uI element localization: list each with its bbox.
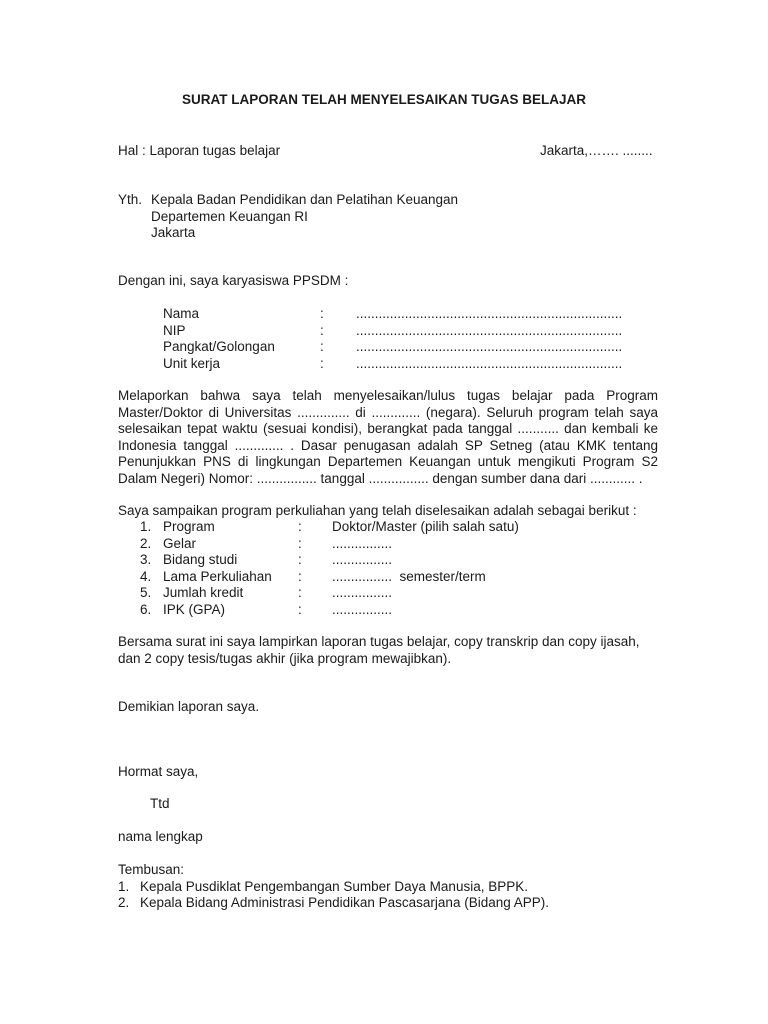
recipient-line: Jakarta [151, 225, 196, 240]
field-separator: : [320, 306, 324, 321]
identity-field-row [0, 356, 768, 373]
cc-item-number: 2. [118, 895, 130, 910]
signer-name: nama lengkap [118, 829, 203, 844]
cc-item [0, 895, 768, 912]
recipient-line: Kepala Badan Pendidikan dan Pelatihan Keuangan [151, 192, 459, 207]
place-date: Jakarta,……. ........ [540, 143, 653, 158]
item-number: 6. [140, 601, 152, 617]
signature-text: Ttd [150, 796, 170, 811]
field-separator: : [320, 322, 324, 338]
program-item [0, 536, 768, 553]
paragraph-line: Master/Doktor di Universitas .............. di ............. (negara). Seluruh program telah saya [118, 404, 658, 420]
subject-line: Hal : Laporan tugas belajar [118, 143, 281, 158]
field-value: ....................................................................... [356, 355, 623, 371]
field-value: ....................................................................... [356, 322, 623, 338]
item-separator: : [298, 585, 302, 600]
paragraph-line: Melaporkan bahwa saya telah menyelesaikan/lulus tugas belajar pada Program [118, 388, 658, 403]
field-separator: : [320, 355, 324, 371]
program-item [0, 552, 768, 569]
cc-item-text: Kepala Bidang Administrasi Pendidikan Pascasarjana (Bidang APP). [140, 895, 549, 910]
field-separator: : [320, 339, 324, 354]
field-value: ....................................................................... [356, 339, 623, 354]
item-number: 3. [140, 552, 152, 567]
item-separator: : [298, 568, 302, 584]
item-number: 2. [140, 535, 152, 551]
recipient-prefix: Yth. [118, 192, 143, 207]
identity-field-row [0, 339, 768, 356]
item-number: 1. [140, 519, 152, 534]
item-separator: : [298, 601, 302, 617]
regards-text: Hormat saya, [118, 764, 199, 779]
program-item [0, 519, 768, 536]
cc-label: Tembusan: [118, 862, 185, 877]
attachment-line: Bersama surat ini saya lampirkan laporan tugas belajar, copy transkrip dan copy ijasah, [118, 634, 640, 649]
item-value: ................ [332, 601, 393, 617]
item-separator: : [298, 519, 302, 534]
recipient-line: Departemen Keuangan RI [151, 208, 308, 224]
program-item [0, 585, 768, 602]
document-title: SURAT LAPORAN TELAH MENYELESAIKAN TUGAS BELAJAR [181, 92, 586, 107]
program-item [0, 569, 768, 586]
item-value: Doktor/Master (pilih salah satu) [332, 519, 519, 534]
paragraph-line: selesaikan tepat waktu (sesuai kondisi), berangkat pada tanggal ........... dan kembali ke [118, 421, 658, 436]
field-label: Nama [163, 306, 200, 321]
field-label: Unit kerja [163, 355, 221, 371]
item-label: Program [163, 519, 215, 534]
report-paragraph [118, 388, 658, 487]
item-value: ................ [332, 585, 393, 600]
attachment-line: dan 2 copy tesis/tugas akhir (jika program mewajibkan). [118, 650, 452, 666]
item-label: Bidang studi [163, 552, 238, 567]
item-label: Jumlah kredit [163, 585, 244, 600]
field-label: Pangkat/Golongan [163, 339, 275, 354]
identity-field-row [0, 306, 768, 323]
paragraph-line: Dalam Negeri) Nomor: ................ tanggal ................ dengan sumber dana dari ............ . [118, 470, 643, 486]
paragraph-line: Penunjukkan PNS di lingkungan Departemen Keuangan untuk mengikuti Program S2 [118, 454, 658, 469]
field-label: NIP [163, 322, 186, 338]
cc-item [0, 879, 768, 896]
program-item [0, 602, 768, 619]
item-value: ................ [332, 552, 393, 567]
paragraph-line: Indonesia tanggal ............. . Dasar penugasan adalah SP Setneg (atau KMK tentang [118, 437, 658, 453]
item-number: 4. [140, 568, 152, 584]
field-value: ....................................................................... [356, 306, 623, 321]
item-label: Lama Perkuliahan [163, 568, 272, 584]
item-separator: : [298, 552, 302, 567]
closing-text: Demikian laporan saya. [118, 699, 260, 714]
item-value: ................ semester/term [332, 568, 486, 584]
cc-item-number: 1. [118, 878, 130, 894]
identity-field-row [0, 323, 768, 340]
cc-item-text: Kepala Pusdiklat Pengembangan Sumber Daya Manusia, BPPK. [140, 878, 528, 894]
item-number: 5. [140, 585, 152, 600]
item-separator: : [298, 535, 302, 551]
item-value: ................ [332, 535, 393, 551]
item-label: Gelar [163, 535, 197, 551]
program-intro: Saya sampaikan program perkuliahan yang telah diselesaikan adalah sebagai berikut : [118, 503, 637, 518]
intro-text: Dengan ini, saya karyasiswa PPSDM : [118, 273, 349, 288]
item-label: IPK (GPA) [163, 601, 226, 617]
